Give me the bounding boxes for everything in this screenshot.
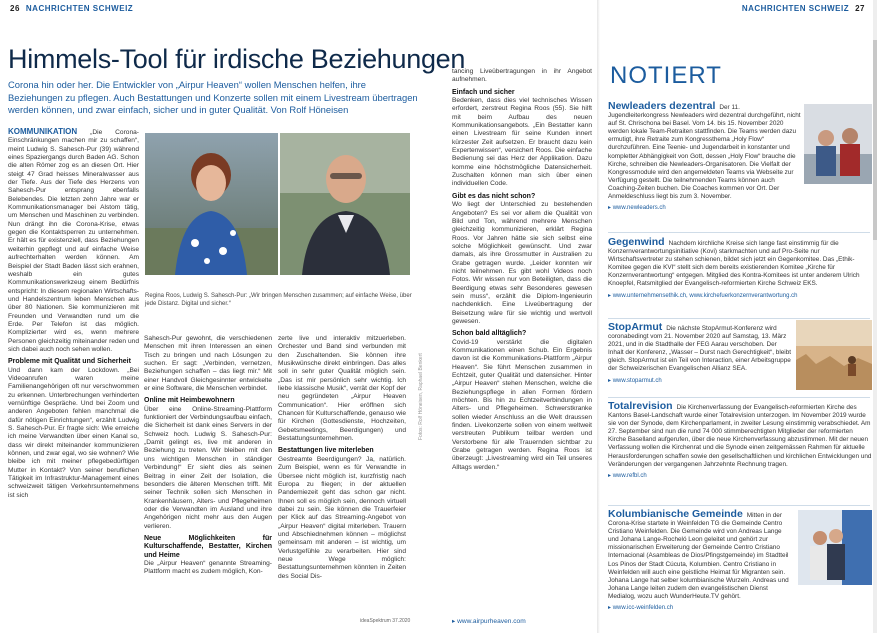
item-link[interactable]: ▸ www.refbl.ch	[608, 472, 647, 479]
item-url[interactable]: www.unternehmensethik.ch, www.kirchefuerkonzernverantwortung.ch	[612, 292, 798, 299]
subhead-funerals: Bestattungen live miterleben	[278, 447, 374, 455]
article-column-4	[452, 68, 592, 613]
column-1-text-b: Und dann kam der Lockdown. „Bei Videoanrufen waren meine Familienangehörigen oft nur verschwommen zu erkennen. Unterbrechungen verhinderten vernünftige Gespräche. Und bei Zoom und anderen Angeboten fehlen manchmal die dafür nötigen Einrichtungen“, erzählt Ludwig S. Sahesch-Pur. Er fragte sich: Wie erreiche ich meine Verwandten über einen Kanal so, dass wir direkt miteinander kommunizieren können, und zwar egal, wo sie wohnen? Wie bleibe ich mit meiner pflegebedürftigen Mutter in Kontakt? Von seiner beruflichen Tätigkeit im Infrastruktur-Management eines schweizweit tätigen Verkehrsunternehmens ist sich	[8, 366, 139, 499]
subhead-everyday: Schon bald alltäglich?	[452, 330, 527, 338]
item-text: Die nächste StopArmut-Konferenz wird coronabedingt vom 21. November 2020 auf Samstag, 13. März 2021, und in die Stadthalle der FEG Aarau verschoben. Der Inhalt der Konferenz, „Wasser – Durst nach Gerechtigkeit“, bleibt gleich. StopArmut ist ein Teil von Interaction, einer Arbeitsgruppe der Schweizerischen Evangelischen Allianz SEA.	[608, 325, 792, 373]
item-url[interactable]: www.refbl.ch	[612, 472, 647, 479]
article-url[interactable]: www.airpurheaven.com	[457, 618, 526, 625]
item-title: StopArmut	[608, 321, 663, 333]
column-3-text-b: Gestreamte Beerdigungen? Ja, natürlich. Zum Beispiel, wenn es für Verwandte in Übersee nicht möglich ist, kurzfristig nach Europa zu fliegen; in der aktuellen Pandemiezeit geht das schon gar nicht. Ihnen soll es möglich sein, dennoch virtuell dabei zu sein. Sie können die Trauerfeier per Klick auf das Streaming-Angebot von „Airpur Heaven“ digital miterleben. Trauern und Abschiednehmen können – möglichst gemeinsam mit anderen – ist wichtig, um Verlustgefühle zu verarbeiten. Hier sind neue Wege möglich: Bestattungsunternehmen könnten in Zeiten des Social Dis-	[278, 455, 406, 580]
page-number-left: 26	[10, 4, 20, 13]
article-link[interactable]: ▸ www.airpurheaven.com	[452, 618, 526, 625]
column-2-text-b: Über eine Online-Streaming-Plattform funktioniert der Verbindungsaufbau einfach, die Sicherheit ist dank eines Servers in der Schweiz hoch. Ludwig S. Sahesch-Pur: „Damit gelingt es, live mit anderen in Beziehung zu treten. Wir bleiben mit den uns wichtigen Menschen in ständiger Verbindung!“ Er sieht dies als seinen Beitrag in einer Zeit der Isolation, die besonders die älteren Menschen trifft. Mit seiner Technik sollen sich Menschen in Krankenhäusern, Alters- und Pflegeheimen oder die Verwandten im Ausland und ihre Angehörigen nicht mehr aus den Augen verlieren.	[144, 405, 272, 530]
item-url[interactable]: www.icc-weinfelden.ch	[612, 605, 674, 612]
item-title: Newleaders dezentral	[608, 100, 716, 112]
article-headline: Himmels-Tool für irdische Beziehungen	[8, 44, 466, 74]
subhead-quality: Probleme mit Qualität und Sicherheit	[8, 358, 131, 366]
page-footer: ideaSpektrum 37.2020	[360, 618, 411, 624]
photo-credit: Fotos: Rolf Höneisen, Raphael Benkert	[418, 353, 424, 440]
item-link[interactable]: ▸ www.icc-weinfelden.ch	[608, 605, 674, 612]
running-head-right	[742, 4, 865, 13]
item-title: Totalrevision	[608, 400, 673, 412]
running-head-label: NACHRICHTEN SCHWEIZ	[25, 4, 134, 13]
article-column-2	[144, 335, 272, 625]
column-4-text-d: Covid-19 verstärkt die digitalen Kommunikationen einen Schub. Ein Ergebnis davon ist die Kommunikations-Plattform „Airpur Heaven“. Sie führt Menschen zusammen in Echtzeit, guter Qualität und datensicher. Hinter „Airpur Heaven“ stehen Menschen, welche die Beziehungspflege in allen Formen fördern möchten. Bis hin zu Echtzeitverbindungen in Alters- und Pflegeheimen. Schwerstkranke sollen wieder Anschluss an die Welt draussen finden. Livekonzerte sollen von einem weltweit verstreuten Publikum teilbar werden und Verstorbene für alle Trauernden sichtbar zu Grabe getragen werden. Regina Roos ist überzeugt: „Livestreaming wird ein Teil unseres Alltags werden.“	[452, 338, 592, 471]
article-kicker: KOMMUNIKATION	[8, 128, 78, 136]
section-title: NOTIERT	[610, 62, 722, 89]
column-4-text-c: Wo liegt der Unterschied zu bestehenden Angeboten? Es sei vor allem die Qualität von Bild und Ton, während mehrere Menschen gleichzeitig kommunizieren, erklärt Regina Roos. Vor Jahren hätte sie sich selbst eine solche Möglichkeit gewünscht. Und zwar damals, als ihre Grossmutter in Australien zu Grabe getragen wurde. „Leider konnten wir nicht teilnehmen. Es gibt wohl Videos noch Fotos. Wir wissen nur von Beteiligten, dass die Beerdigung etwas sehr Besonderes gewesen sein muss“, erzählt die Diplom-Ingenieurin nachdenklich. Eine Liveübertragung der Beisetzung wäre für sie wichtig und wertvoll gewesen.	[452, 201, 592, 325]
newleaders-photo	[804, 104, 872, 184]
item-link[interactable]: ▸ www.unternehmensethik.ch, www.kirchefuerkonzernverantwortung.ch	[608, 292, 798, 299]
running-head-left	[10, 4, 133, 13]
item-url[interactable]: www.stoparmut.ch	[612, 377, 662, 384]
notiert-item-kolumbianische-gemeinde	[608, 508, 794, 628]
divider	[608, 232, 870, 233]
article-column-3	[278, 335, 406, 625]
item-title: Kolumbianische Gemeinde	[608, 508, 743, 520]
item-text: Mitten in der Corona-Krise startete in Weinfelden TG die Gemeinde Centro Cristiano Weinfelden. Die Gemeinde wird von Andreas Lange und Johana Lange-Rocheló Leon geleitet und gehört zur missionarischen Erweiterung der Gemeinde Centro Cristiano Internacional (Asambleas de Dios/Pfingstgemeinde) im Stadtteil Los Pinos der Stadt Cúcuta, Kolumbien. Centro Cristiano in Weinfelden will auch eine geistliche Heimat für Migranten sein. Johana Lange hat selber kolumbianische Wurzeln. Andreas und Johana Lange leiten zudem den evangelistischen Dienst Medialog, wozu auch WunderHeute.TV gehört.	[608, 512, 789, 600]
column-3-text: zerte live und interaktiv mitzuerleben. Orchester und Band sind verbunden mit den Zuschaltenden. Sie können ihre Musikwünsche direkt einbringen. Das alles soll in sehr guter Qualität möglich sein. „Das ist mir persönlich sehr wichtig. Ich liebe klassische Musik“, verrät der Kopf der neu gegründeten „Airpur Heaven Communication“. Hier eröffnen sich Chancen für Kulturschaffende, genauso wie für Kirchen (Gottesdienste, Hochzeiten, Gebetsmeetings, Beerdigungen) und Bestattungsunternehmen.	[278, 335, 406, 443]
item-text: Der 11. Jugendleiterkongress Newleaders wird dezentral durchgeführt, nicht auf St. Chrischona bei Basel. Vom 14. bis 15. November 2020 werden lokale Team-Retraiten stattfinden. Die Teams werden dazu ermutigt, ihre Retraite zum Kongressthema „Holy Flow“ durchzuführen. Eine Teenie- und Jugendarbeit in konstanter und kompletter Abhängigkeit von Gott, dessen „Holy Flow“ brauche die Kirche, schreiben die Newleaders-Organisatoren. Die Vielfalt der Kongressmodule wird den angemeldeten Teams via Webseite zur Verfügung gestellt. Die teilnehmenden Teams können auch Coaching-Zeiten buchen. Die Coaches kommen vor Ort. Der Anmeldeschluss liegt bis zum 3. November.	[608, 104, 801, 201]
item-title: Gegenwind	[608, 236, 665, 248]
photo-caption: Regina Roos, Ludwig S. Sahesch-Pur: „Wir bringen Menschen zusammen; auf einfache Weise, über jede Distanz. Digital und sicher.“	[145, 293, 412, 307]
running-head-label-right: NACHRICHTEN SCHWEIZ	[741, 4, 850, 13]
divider	[608, 397, 870, 398]
column-2-text-c: Die „Airpur Heaven“ genannte Streaming-Plattform macht es zudem möglich, Kon-	[144, 559, 272, 576]
divider	[608, 318, 870, 319]
notiert-item-totalrevision	[608, 400, 872, 504]
article-column-1	[8, 128, 139, 628]
article-lead: Corona hin oder her. Die Entwickler von „Airpur Heaven“ wollen Menschen helfen, ihre Beziehungen zu pflegen. Auch Bestattungen und Konzerte sollen mit einem Livestream übertragen werden können, und zwar einfach, sicher und in guter Qualität. Von Rolf Höneisen	[8, 79, 418, 116]
column-4-text: tancing Liveübertragungen in ihr Angebot aufnehmen.	[452, 68, 592, 84]
item-text: Die Kirchenverfassung der Evangelisch-reformierten Kirche des Kantons Basel-Landschaft wurde einer Totalrevision unterzogen. Im November 2019 wurde sie von der Synode, dem Kirchenparlament, in zweiter Lesung einstimmig verabschiedet. Am 27. September sind nun die rund 74 000 stimmberechtigten Mitglieder der reformierten Kirche Baselland aufgerufen, über die neue Kirchenverfassung abzustimmen. Mit der neuen Verfassung wollen die Kirchenrat und die Synode einen zeitgemässen Rahmen für aktuelle Herausforderungen schaffen sowie den gesellschaftlichen und kirchlichen Entwicklungen und Veränderungen der vergangenen Jahrzehnte Rechnung tragen.	[608, 404, 872, 468]
subhead-online: Online mit Heimbewohnern	[144, 397, 235, 405]
notiert-item-stoparmut	[608, 321, 794, 396]
item-url[interactable]: www.newleaders.ch	[612, 205, 666, 212]
stoparmut-photo	[796, 320, 872, 390]
column-2-text: Sahesch-Pur gewohnt, die verschiedenen Menschen mit ihren Interessen an einen Tisch zu bringen und nach Lösungen zu suchen. Er sagt: „Verbinden, vernetzen, Beziehungen schaffen – das liegt mir.“ Mit einer Handvoll Gleichgesinnter entwickelte er eine Software, die Menschen verbindet.	[144, 335, 272, 393]
divider	[608, 505, 870, 506]
gemeinde-photo	[798, 510, 872, 585]
notiert-item-gegenwind	[608, 236, 872, 318]
photo-ludwig-sahesch-pur	[280, 133, 410, 275]
page-number-right: 27	[855, 4, 865, 13]
item-link[interactable]: ▸ www.stoparmut.ch	[608, 377, 662, 384]
item-text: Nachdem kirchliche Kreise sich lange fast einstimmig für die Konzernverantwortungsinitiative (Kovi) starkmachten und auf Pro-Seite nur Wirtschaftsvertreter zu stehen schienen, bildet sich jetzt ein Gegenkomitee. Das „Ethik-Komitee gegen die KVI“ stellt sich dem bereits existierenden Komitee „Kirche für Konzernverantwortung“ entgegen. Mitglied des Kontra-Komitees ist unter anderem Ulrich Knoepfel, Ratsmitglied der Evangelisch-reformierten Kirche Schweiz EKS.	[608, 240, 860, 288]
subhead-exists: Gibt es das nicht schon?	[452, 192, 536, 200]
column-1-text: „Die Corona-Einschränkungen machen mir zu schaffen“, meint Ludwig S. Sahesch-Pur (39) während eines Spaziergangs durch Baden AG. Schon die alten Römer zog es an diesen Ort. Hier steigt 47 Grad heisses Mineralwasser aus der Tiefe. Aus der Tiefe des Herzens von Sahesch-Pur entsprang ebenfalls Belebendes. Die letzten zehn Jahre war er Kommunikationsmanager bei Alstom tätig, um Menschen und Maschinen zu verbinden. Nun drängt ihn die Corona-Krise, etwas gegen die Kontaktsperren zu unternehmen. Er hält es für existenziell, dass Beziehungen weiterhin gepflegt und auf einfache Weise aufrechterhalten werden können. Am Beispiel der Stadt Baden lässt sich erahnen, weshalb ein gutes Kommunikationswerkzeug einem Bedürfnis entspricht: In diesem regionalen Wirtschafts- und Handelszentrum leben Menschen aus über 80 Nationen. Sie kommunizieren mit Freunden und Verwandten rund um die Erde. Per Telefon ist das möglich. Komplizierter wird es, wenn mehrere Personen gleichzeitig miteinander reden und sich dabei auch noch sehen wollen.	[8, 129, 139, 353]
item-link[interactable]: ▸ www.newleaders.ch	[608, 205, 666, 212]
subhead-simple: Einfach und sicher	[452, 88, 515, 96]
column-4-text-b: Bedenken, dass dies viel technisches Wissen erfordert, zerstreut Regina Roos (55). Sie hilft mit beim Aufbau des neuen Kommunikationsangebots. „Ein Bestatter kann einen Livestream für seine Kunden innert kürzester Zeit aufsetzen. Er braucht dazu kein Expertenwissen“, versichert Roos. Die einfache Bedienung sei das Herz der Applikation. Dazu komme eine höchstmögliche Datensicherheit. Zuschalten können man sich über einen individuellen Code.	[452, 97, 592, 188]
notiert-item-newleaders	[608, 100, 802, 228]
subhead-possibilities: Neue Möglichkeiten für Kulturschaffende, Bestatter, Kirchen und Heime	[144, 534, 272, 559]
photo-regina-roos	[145, 133, 278, 275]
scrollbar-thumb[interactable]	[873, 40, 877, 240]
